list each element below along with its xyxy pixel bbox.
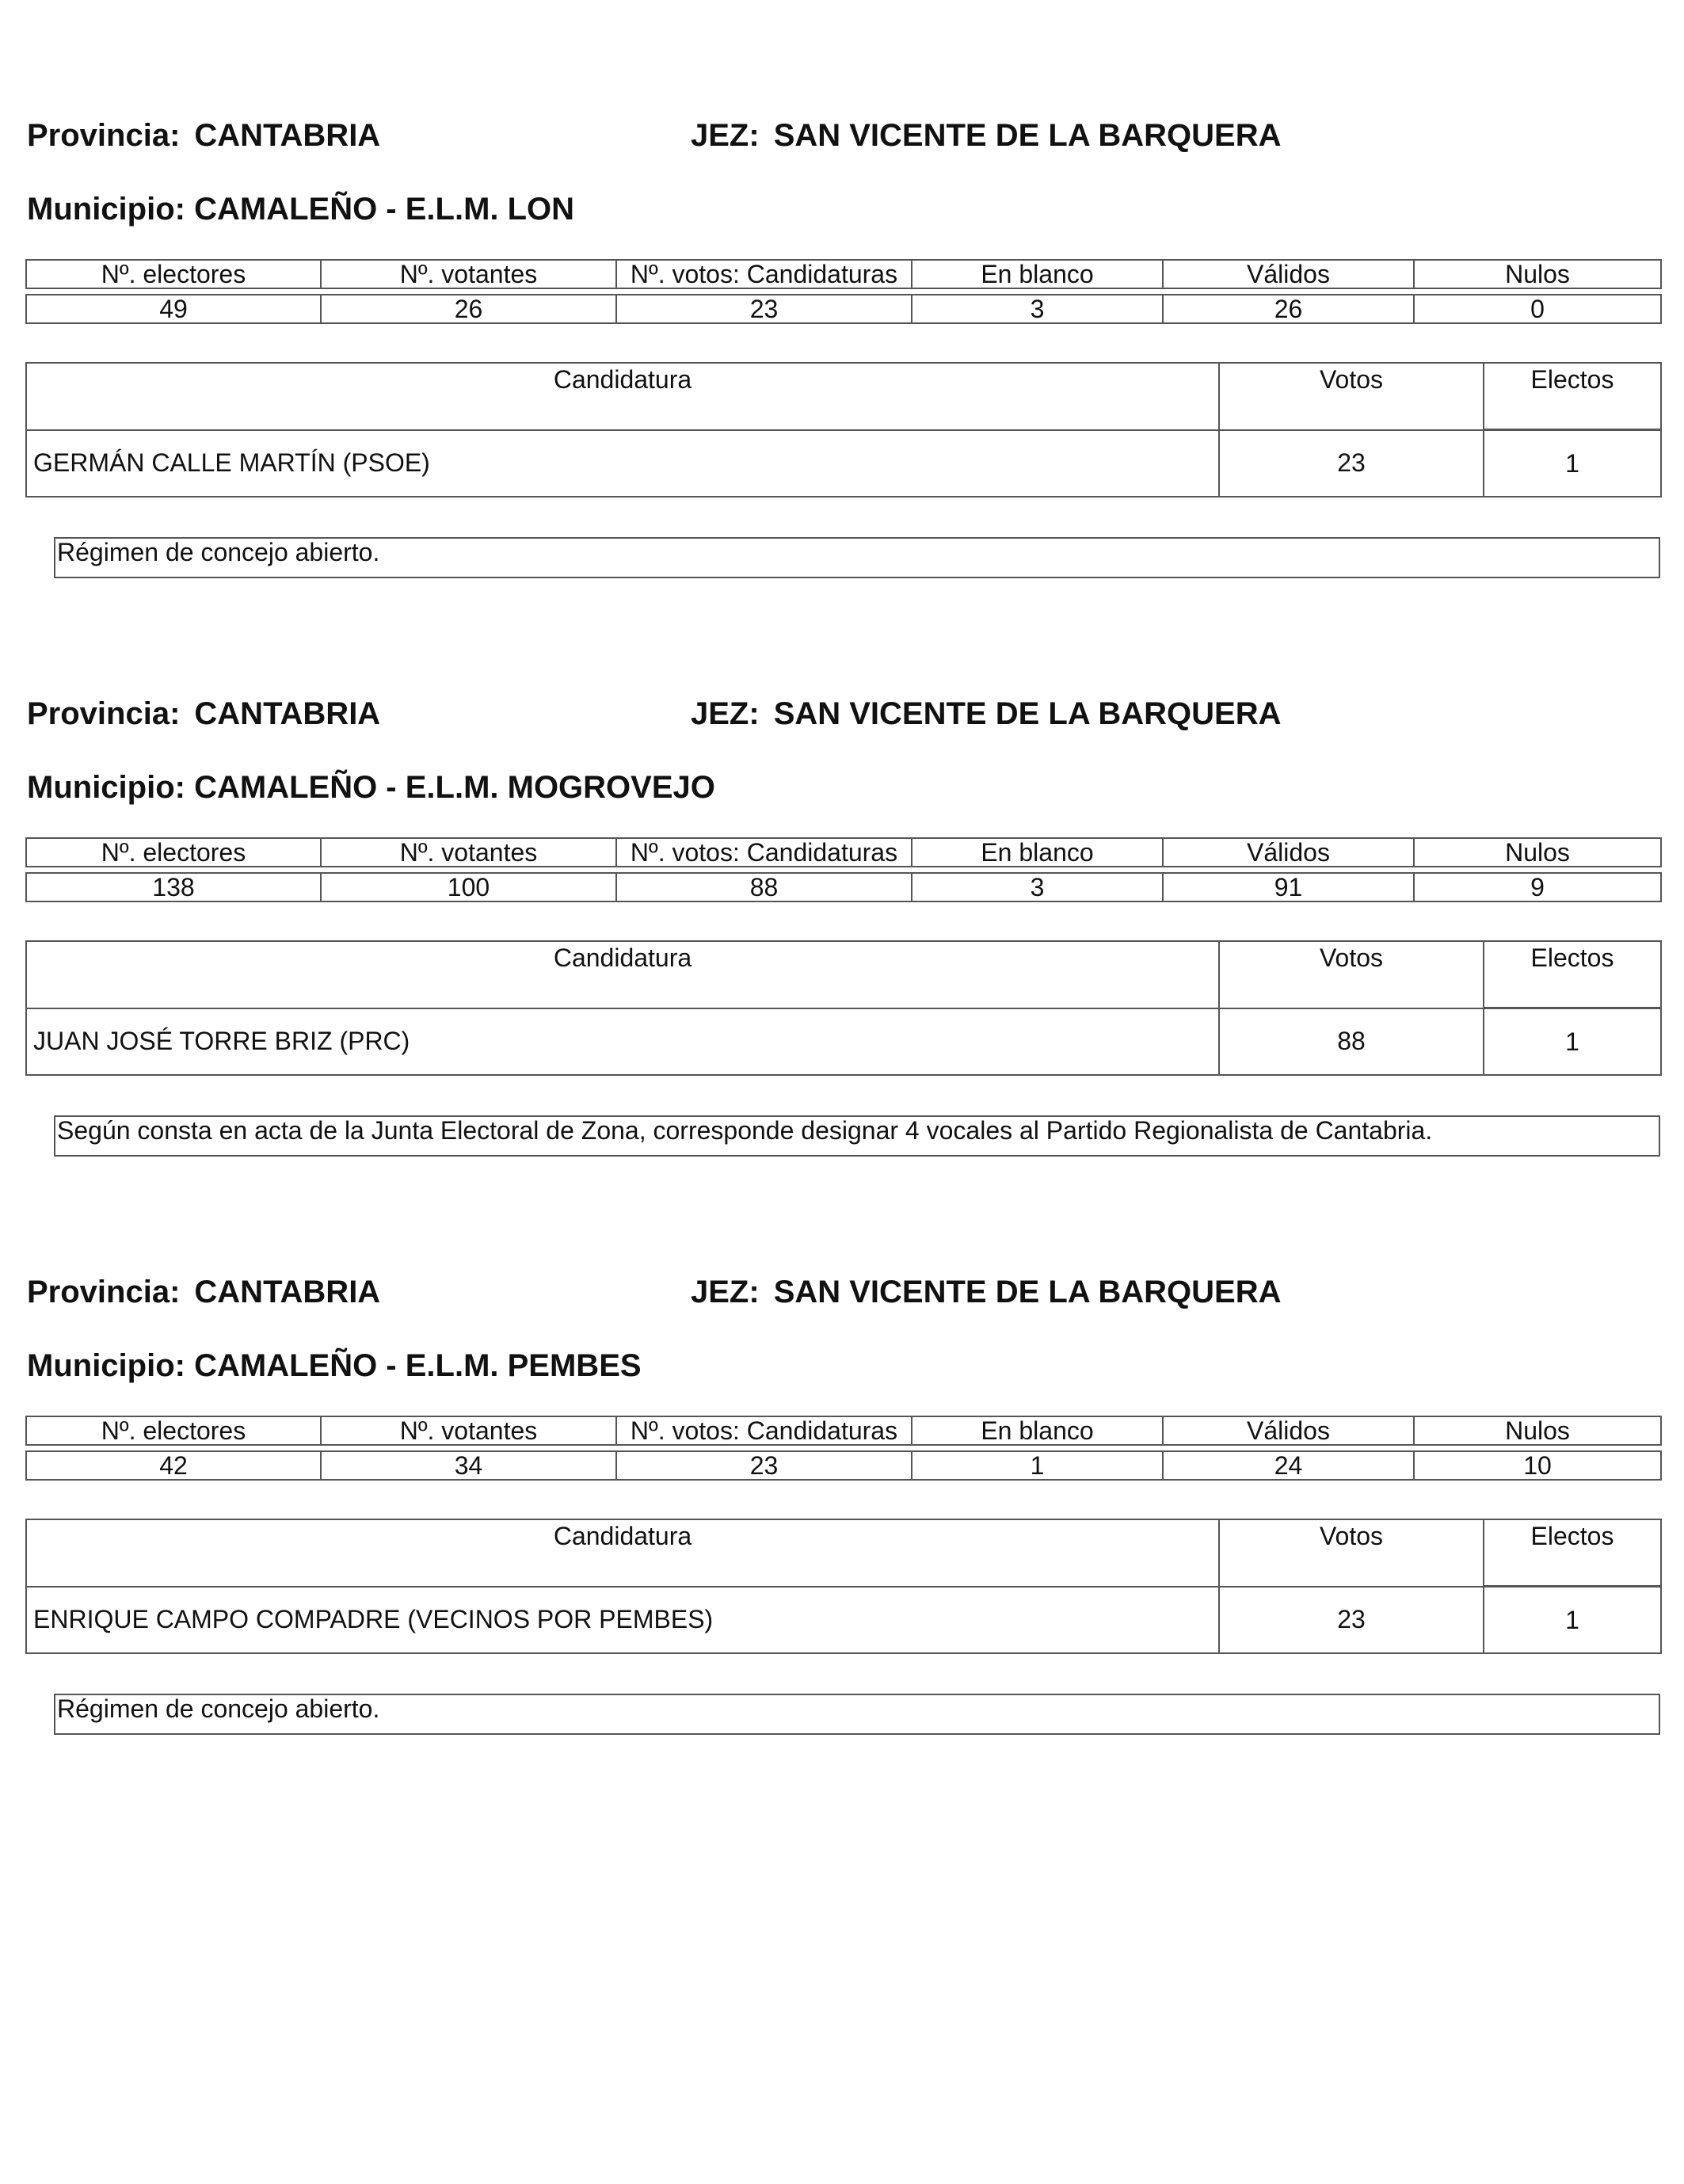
candidatura-header: Candidatura (26, 1519, 1219, 1587)
note-box: Según consta en acta de la Junta Electoral de Zona, corresponde designar 4 vocales al Partido Regionalista de Cantabria. (54, 1115, 1660, 1157)
votos-header: Votos (1219, 941, 1484, 1008)
candidate-name: JUAN JOSÉ TORRE BRIZ (PRC) (26, 1008, 1219, 1076)
provincia-value: CANTABRIA (194, 118, 381, 153)
stats-value-row (26, 873, 1661, 901)
candidates-header-row (26, 1519, 1661, 1587)
municipio-label: Municipio: (27, 1348, 185, 1383)
candidates-table (25, 1519, 1662, 1654)
jez-label: JEZ: (691, 696, 760, 731)
candidate-row (26, 1587, 1661, 1654)
stats-value-votantes: 26 (321, 295, 616, 323)
jez-value: SAN VICENTE DE LA BARQUERA (773, 696, 1282, 731)
municipio-label: Municipio: (27, 770, 185, 805)
municipio-value: CAMALEÑO - E.L.M. PEMBES (194, 1348, 642, 1383)
candidates-header-row (26, 941, 1661, 1008)
stats-header-validos: Válidos (1163, 838, 1414, 867)
votos-header: Votos (1219, 363, 1484, 430)
stats-header-votantes: Nº. votantes (321, 260, 616, 288)
stats-header-votos-candidaturas: Nº. votos: Candidaturas (616, 838, 912, 867)
municipio-value: CAMALEÑO - E.L.M. MOGROVEJO (194, 770, 715, 805)
candidates-table (25, 940, 1662, 1076)
stats-value-validos: 91 (1163, 873, 1414, 901)
stats-header-validos: Válidos (1163, 1416, 1414, 1445)
candidate-electos: 1 (1484, 430, 1661, 497)
candidate-votos: 88 (1219, 1008, 1484, 1076)
jez-header (691, 695, 1281, 733)
municipio-header (27, 768, 715, 806)
stats-header-validos: Válidos (1163, 260, 1414, 288)
municipio-header (27, 1347, 642, 1385)
stats-value-nulos: 0 (1414, 295, 1661, 323)
municipio-value: CAMALEÑO - E.L.M. LON (194, 192, 575, 227)
electos-header: Electos (1484, 941, 1661, 1008)
stats-header-row (26, 1416, 1661, 1445)
candidate-electos: 1 (1484, 1587, 1661, 1654)
jez-header (691, 1273, 1281, 1311)
provincia-label: Provincia: (27, 1275, 181, 1309)
jez-label: JEZ: (691, 118, 760, 153)
stats-value-validos: 26 (1163, 295, 1414, 323)
stats-header-nulos: Nulos (1414, 838, 1661, 867)
stats-value-votos-candidaturas: 88 (616, 873, 912, 901)
stats-value-en-blanco: 3 (912, 295, 1163, 323)
votos-header: Votos (1219, 1519, 1484, 1587)
stats-value-votos-candidaturas: 23 (616, 295, 912, 323)
stats-value-votantes: 34 (321, 1451, 616, 1480)
provincia-value: CANTABRIA (194, 696, 381, 731)
stats-header-en-blanco: En blanco (912, 260, 1163, 288)
candidate-electos: 1 (1484, 1008, 1661, 1076)
candidate-votos: 23 (1219, 1587, 1484, 1654)
stats-value-validos: 24 (1163, 1451, 1414, 1480)
stats-header-nulos: Nulos (1414, 1416, 1661, 1445)
candidatura-header: Candidatura (26, 363, 1219, 430)
stats-value-en-blanco: 3 (912, 873, 1163, 901)
stats-header-en-blanco: En blanco (912, 838, 1163, 867)
stats-value-row (26, 1451, 1661, 1480)
stats-header-votantes: Nº. votantes (321, 1416, 616, 1445)
candidate-name: ENRIQUE CAMPO COMPADRE (VECINOS POR PEMBES) (26, 1587, 1219, 1654)
stats-header-electores: Nº. electores (26, 838, 321, 867)
note-box: Régimen de concejo abierto. (54, 1694, 1660, 1735)
stats-header-votos-candidaturas: Nº. votos: Candidaturas (616, 1416, 912, 1445)
stats-table (25, 837, 1662, 902)
stats-value-nulos: 9 (1414, 873, 1661, 901)
stats-header-electores: Nº. electores (26, 1416, 321, 1445)
candidate-votos: 23 (1219, 430, 1484, 497)
provincia-header (27, 695, 380, 733)
stats-header-row (26, 838, 1661, 867)
provincia-label: Provincia: (27, 696, 181, 731)
stats-value-electores: 49 (26, 295, 321, 323)
candidatura-header: Candidatura (26, 941, 1219, 1008)
stats-header-votantes: Nº. votantes (321, 838, 616, 867)
stats-header-en-blanco: En blanco (912, 1416, 1163, 1445)
jez-value: SAN VICENTE DE LA BARQUERA (773, 1275, 1282, 1309)
jez-label: JEZ: (691, 1275, 760, 1309)
stats-value-electores: 42 (26, 1451, 321, 1480)
provincia-value: CANTABRIA (194, 1275, 381, 1309)
candidate-row (26, 1008, 1661, 1076)
electos-header: Electos (1484, 1519, 1661, 1587)
provincia-header (27, 1273, 380, 1311)
electos-header: Electos (1484, 363, 1661, 430)
stats-value-votos-candidaturas: 23 (616, 1451, 912, 1480)
stats-header-electores: Nº. electores (26, 260, 321, 288)
note-box: Régimen de concejo abierto. (54, 537, 1660, 578)
stats-header-nulos: Nulos (1414, 260, 1661, 288)
stats-value-votantes: 100 (321, 873, 616, 901)
candidate-name: GERMÁN CALLE MARTÍN (PSOE) (26, 430, 1219, 497)
stats-value-nulos: 10 (1414, 1451, 1661, 1480)
stats-value-en-blanco: 1 (912, 1451, 1163, 1480)
stats-value-electores: 138 (26, 873, 321, 901)
jez-value: SAN VICENTE DE LA BARQUERA (773, 118, 1282, 153)
stats-table (25, 1416, 1662, 1481)
stats-header-votos-candidaturas: Nº. votos: Candidaturas (616, 260, 912, 288)
provincia-label: Provincia: (27, 118, 181, 153)
municipio-label: Municipio: (27, 192, 185, 227)
